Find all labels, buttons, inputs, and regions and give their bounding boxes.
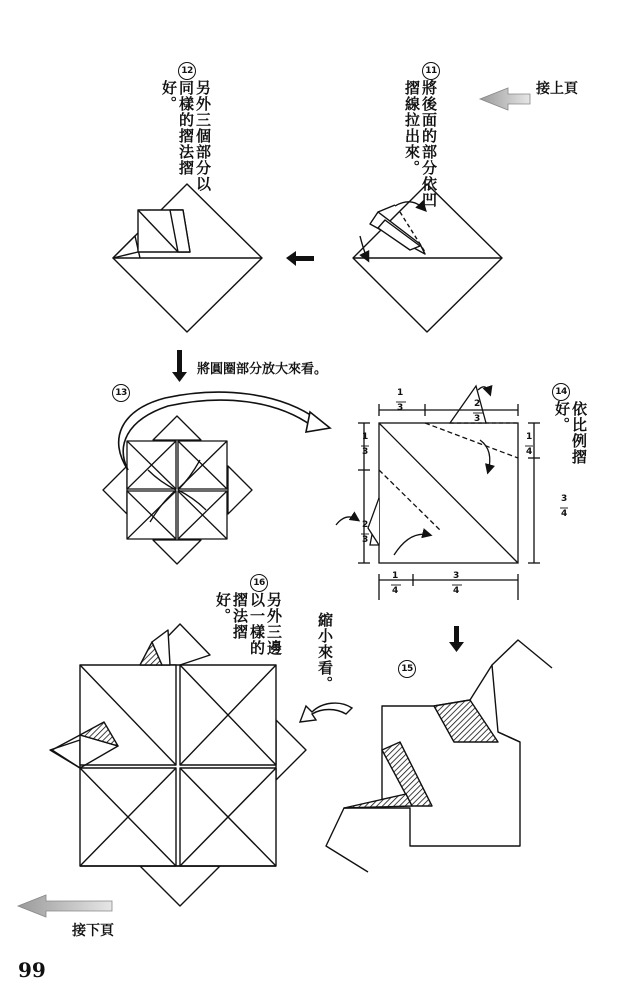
step-15-to-16-arrow: [300, 703, 352, 722]
continue-to-next-label: 接下頁: [72, 923, 114, 939]
continue-to-next-arrow: [18, 895, 112, 917]
fraction-top-mid-num: 2: [474, 399, 481, 409]
fraction-top-left-num: 1: [397, 388, 404, 398]
fraction-bottom-right-num: 3: [453, 571, 460, 581]
step-15-model: [326, 640, 552, 872]
step-16-instruction: 另外三邊以一樣的摺法摺好。: [214, 592, 283, 656]
step-14-to-15-arrow: [449, 626, 464, 652]
step-11-instruction: 將後面的部分依凹摺線拉出來。: [403, 80, 438, 208]
step-11-to-12-arrow: [286, 251, 314, 266]
continue-from-prev-label: 接上頁: [536, 81, 578, 97]
fraction-left-mid-den: 3: [362, 535, 369, 545]
fraction-right-top-den: 4: [526, 447, 533, 457]
fraction-bottom-right-den: 4: [453, 586, 460, 596]
step-13-instruction: 將圓圈部分放大來看。: [197, 362, 328, 377]
step-14-instruction: 依比例摺好。: [553, 401, 588, 465]
fraction-left-top-num: 1: [362, 432, 369, 442]
step-14-number: 14: [552, 383, 570, 401]
continue-from-prev-arrow: [480, 88, 530, 110]
step-12-instruction: 另外三個部分以同樣的摺法摺好。: [160, 80, 212, 192]
step-12-number: 12: [178, 62, 196, 80]
step-11-number: 11: [422, 62, 440, 80]
fraction-right-mid-den: 4: [561, 509, 568, 519]
page-number: 99: [18, 958, 46, 982]
fraction-top-left-den: 3: [397, 403, 404, 413]
step-13-number: 13: [112, 384, 130, 402]
step-14-model: [336, 386, 540, 600]
fraction-bottom-left-den: 4: [392, 586, 399, 596]
step-12-model: [113, 184, 262, 332]
step-12-to-13-arrow: [172, 350, 187, 382]
fraction-bottom-left-num: 1: [392, 571, 399, 581]
step-16-model: [50, 624, 306, 906]
fraction-left-top-den: 3: [362, 447, 369, 457]
fraction-right-mid-num: 3: [561, 494, 568, 504]
fraction-left-mid-num: 2: [362, 520, 369, 530]
step-16-number: 16: [250, 574, 268, 592]
fraction-top-mid-den: 3: [474, 414, 481, 424]
step-15-number: 15: [398, 660, 416, 678]
step-15-instruction: 縮小來看。: [316, 612, 334, 692]
fraction-right-top-num: 1: [526, 432, 533, 442]
